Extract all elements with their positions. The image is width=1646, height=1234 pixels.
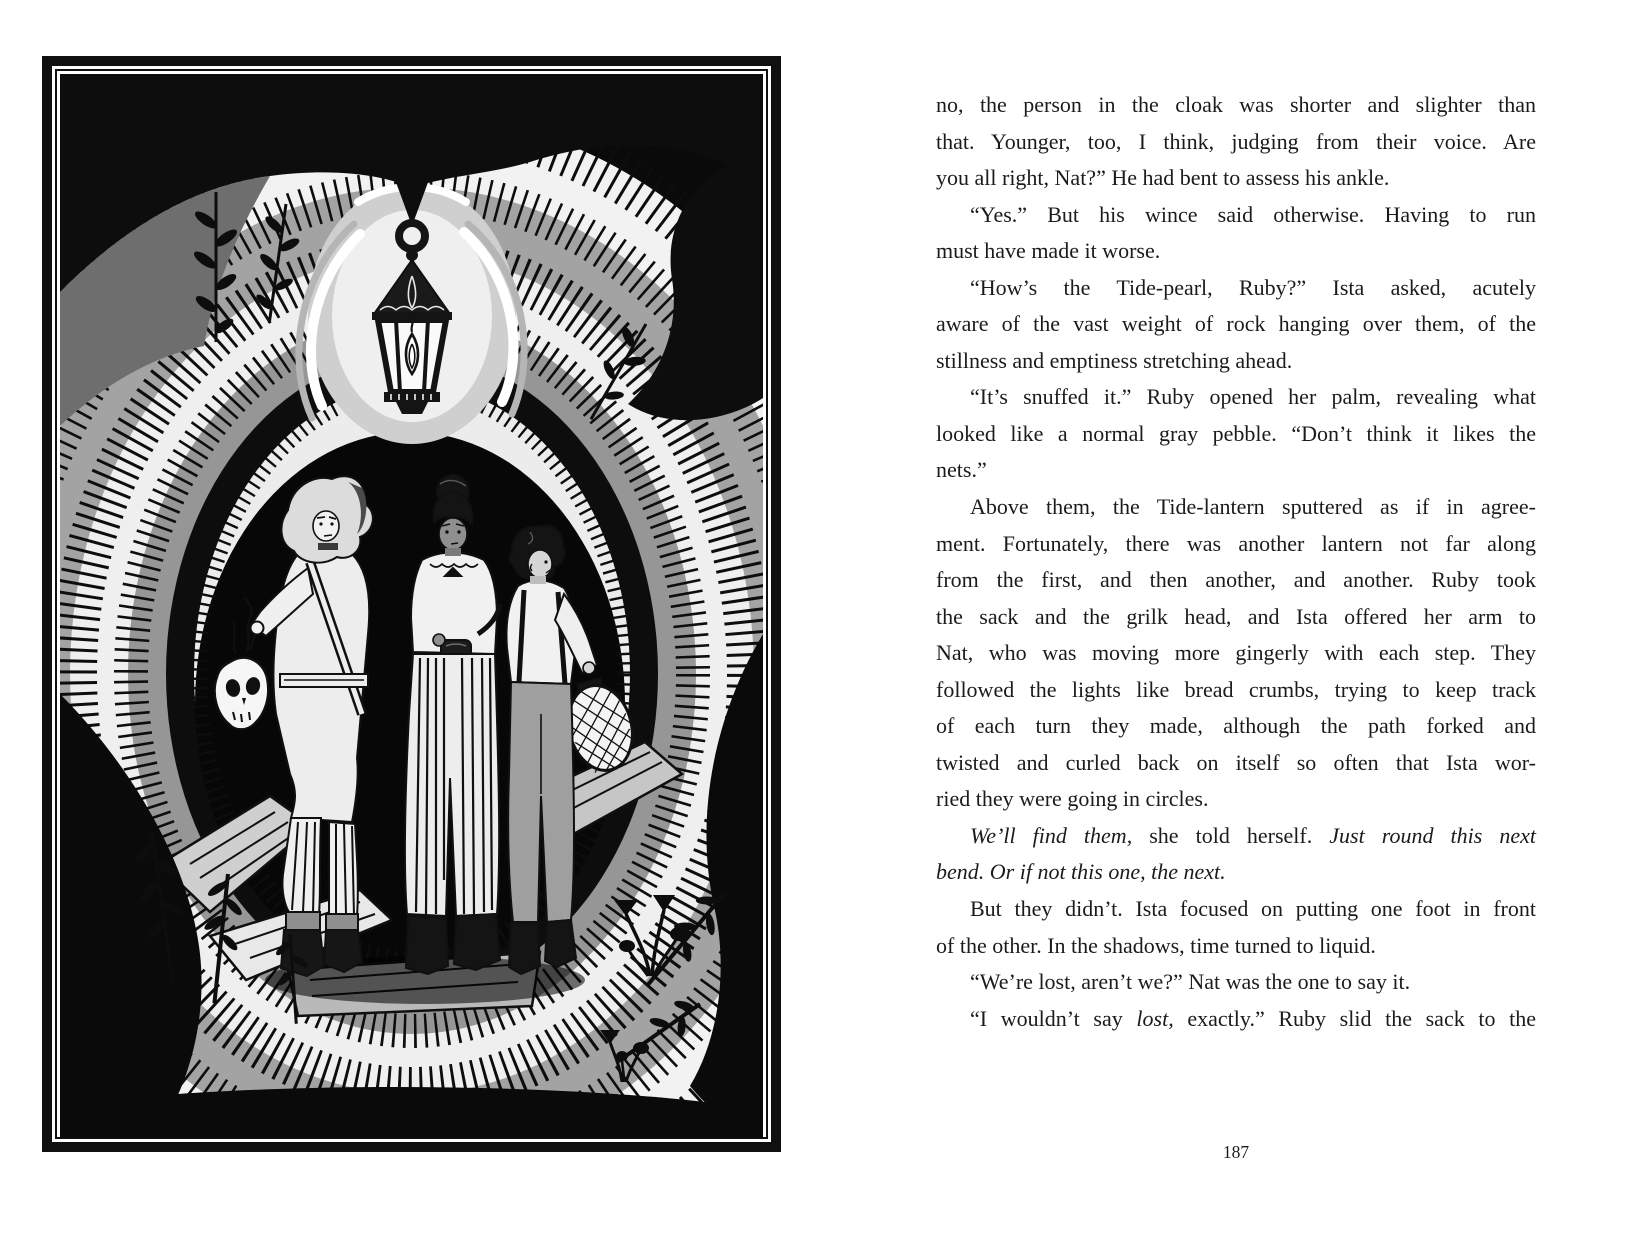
text-line bbox=[936, 854, 1536, 891]
text-line bbox=[936, 87, 1536, 124]
text-segment: “We’re lost, aren’t we?” Nat was the one to say it. bbox=[970, 969, 1411, 995]
text-segment: from the first, and then another, and another. Ruby took bbox=[936, 567, 1536, 593]
text-segment: “How’s the Tide-pearl, Ruby?” Ista asked, acutely bbox=[970, 274, 1536, 300]
page-number: 187 bbox=[1222, 1142, 1250, 1162]
text-segment: you all right, Nat?” He had bent to assess his ankle. bbox=[936, 165, 1390, 191]
text-segment: of each turn they made, although the path forked and bbox=[936, 713, 1536, 739]
text-line bbox=[936, 964, 1536, 1001]
text-line bbox=[936, 343, 1536, 380]
text-segment: But they didn’t. Ista focused on putting one foot in front bbox=[970, 896, 1536, 922]
text-line bbox=[936, 306, 1536, 343]
text-line bbox=[936, 197, 1536, 234]
text-line bbox=[936, 599, 1536, 636]
text-segment: “It’s snuffed it.” Ruby opened her palm, revealing what bbox=[970, 384, 1536, 410]
text-line bbox=[936, 635, 1536, 672]
text-line bbox=[936, 745, 1536, 782]
text-segment: “I wouldn’t say bbox=[970, 1005, 1137, 1031]
text-segment: Above them, the Tide-lantern sputtered as if in agree- bbox=[970, 494, 1536, 520]
text-segment: “Yes.” But his wince said otherwise. Having to run bbox=[970, 201, 1536, 227]
text-segment-italic: We’ll find them, bbox=[970, 822, 1133, 848]
text-line bbox=[936, 526, 1536, 563]
illustration-inner-border bbox=[55, 69, 768, 1139]
text-line bbox=[936, 124, 1536, 161]
text-segment-italic: bend. Or if not this one, the next. bbox=[936, 859, 1226, 885]
text-segment: the sack and the grilk head, and Ista offered her arm to bbox=[936, 603, 1536, 629]
text-segment: nets.” bbox=[936, 457, 987, 483]
text-line bbox=[936, 416, 1536, 453]
text-line bbox=[936, 452, 1536, 489]
text-line bbox=[936, 1001, 1536, 1038]
text-line bbox=[936, 928, 1536, 965]
text-line bbox=[936, 379, 1536, 416]
text-line bbox=[936, 818, 1536, 855]
text-line bbox=[936, 891, 1536, 928]
text-segment: Nat, who was moving more gingerly with each step. They bbox=[936, 640, 1536, 666]
text-segment: stillness and emptiness stretching ahead. bbox=[936, 347, 1293, 373]
text-line bbox=[936, 672, 1536, 709]
text-line bbox=[936, 489, 1536, 526]
text-segment: no, the person in the cloak was shorter and slighter than bbox=[936, 92, 1536, 117]
text-segment: looked like a normal gray pebble. “Don’t think it likes the bbox=[936, 420, 1536, 446]
text-segment: ment. Fortunately, there was another lantern not far along bbox=[936, 530, 1536, 556]
text-line bbox=[936, 160, 1536, 197]
text-segment: twisted and curled back on itself so often that Ista wor- bbox=[936, 749, 1536, 775]
text-line bbox=[936, 233, 1536, 270]
text-segment-italic: Just round this next bbox=[1329, 822, 1536, 848]
text-column bbox=[936, 87, 1536, 1037]
text-line bbox=[936, 270, 1536, 307]
text-line bbox=[936, 708, 1536, 745]
illustration-frame bbox=[42, 56, 781, 1152]
text-line bbox=[936, 781, 1536, 818]
text-segment: that. Younger, too, I think, judging from their voice. Are bbox=[936, 128, 1536, 154]
text-segment: aware of the vast weight of rock hanging over them, of the bbox=[936, 311, 1536, 337]
text-segment: ried they were going in circles. bbox=[936, 786, 1209, 812]
text-segment: she told herself. bbox=[1132, 822, 1330, 848]
text-line bbox=[936, 562, 1536, 599]
text-segment: of the other. In the shadows, time turned to liquid. bbox=[936, 932, 1376, 958]
cave-illustration bbox=[60, 74, 763, 1138]
text-segment-italic: lost, bbox=[1136, 1005, 1174, 1031]
text-segment: followed the lights like bread crumbs, trying to keep track bbox=[936, 676, 1536, 702]
text-segment: must have made it worse. bbox=[936, 238, 1161, 264]
text-segment: exactly.” Ruby slid the sack to the bbox=[1173, 1005, 1536, 1031]
